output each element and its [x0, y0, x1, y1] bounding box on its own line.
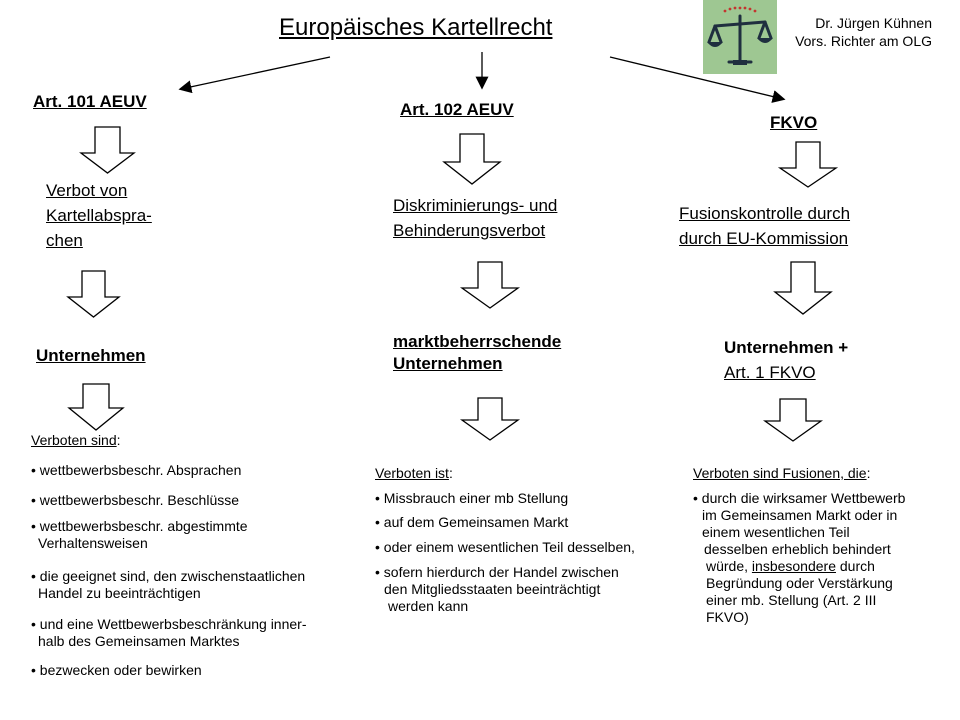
list-item: • wettbewerbsbeschr. Beschlüsse: [31, 492, 240, 508]
art101-subject: Unternehmen: [36, 346, 146, 365]
art101-description: [46, 178, 152, 253]
fkvo-subject: [724, 337, 848, 384]
art102-subject-line: Unternehmen: [393, 354, 503, 373]
list-item: • oder einem wesentlichen Teil desselben,: [375, 539, 635, 555]
block-arrow-down-icon: [68, 271, 119, 317]
list-item: • auf dem Gemeinsamen Markt: [375, 514, 569, 530]
block-arrow-down-icon: [462, 398, 518, 440]
fkvo-subject-line1: Unternehmen +: [724, 338, 849, 357]
list-item: • sofern hierdurch der Handel zwischen den Mitgliedsstaaten beeinträchtigt werden kann: [375, 564, 619, 614]
list-item: • wettbewerbsbeschr. Absprachen: [31, 462, 242, 478]
art101-heading: Art. 101 AEUV: [33, 92, 147, 111]
block-arrow-down-icon: [775, 262, 831, 314]
art102-heading: Art. 102 AEUV: [400, 100, 514, 119]
art101-description-line: Kartellabspra-: [46, 206, 152, 225]
fkvo-description: [679, 201, 850, 251]
block-arrow-down-icon: [462, 262, 518, 308]
list-item: • Missbrauch einer mb Stellung: [375, 490, 569, 506]
list-item: • bezwecken oder bewirken: [31, 662, 202, 678]
block-arrow-down-icon: [765, 399, 821, 441]
list-item: • wettbewerbsbeschr. abgestimmte Verhaltensweisen: [31, 518, 248, 551]
block-arrow-down-icon: [780, 142, 836, 187]
fkvo-subject-line2: Art. 1 FKVO: [724, 363, 816, 382]
list-item: • und eine Wettbewerbsbeschränkung inner- halb des Gemeinsamen Marktes: [31, 616, 307, 649]
fkvo-description-line: durch EU-Kommission: [679, 229, 849, 248]
fkvo-description-line: Fusionskontrolle durch: [679, 204, 851, 223]
art102-description-line: Diskriminierungs- und: [393, 196, 558, 215]
art101-description-line: Verbot von: [46, 181, 128, 200]
author-name: Dr. Jürgen Kühnen: [815, 15, 932, 31]
art102-subject: [393, 331, 561, 375]
fkvo-heading: FKVO: [770, 113, 818, 132]
art102-prohibited-label: Verboten ist:: [375, 465, 453, 481]
block-arrow-down-icon: [69, 384, 123, 430]
art102-description: [393, 193, 557, 243]
page-title: Europäisches Kartellrecht: [279, 14, 553, 41]
art102-subject-line: marktbeherrschende: [393, 332, 562, 351]
list-item: • durch die wirksamer Wettbewerb im Gemeinsamen Markt oder in einem wesentlichen Teil desselben erheblich behindert würde, insbesondere durch Begründung oder Verstärkung einer mb. Stellung (Art. 2 III FKVO): [693, 490, 906, 625]
author-position: Vors. Richter am OLG: [795, 33, 932, 49]
block-arrow-down-icon: [81, 127, 134, 173]
list-item: • die geeignet sind, den zwischenstaatlichen Handel zu beeinträchtigen: [31, 568, 306, 601]
art102-description-line: Behinderungsverbot: [393, 221, 546, 240]
block-arrow-down-icon: [444, 134, 500, 184]
fkvo-prohibited-label: Verboten sind Fusionen, die:: [693, 465, 871, 481]
art101-description-line: chen: [46, 231, 83, 250]
art101-prohibited-label: Verboten sind:: [31, 432, 121, 448]
